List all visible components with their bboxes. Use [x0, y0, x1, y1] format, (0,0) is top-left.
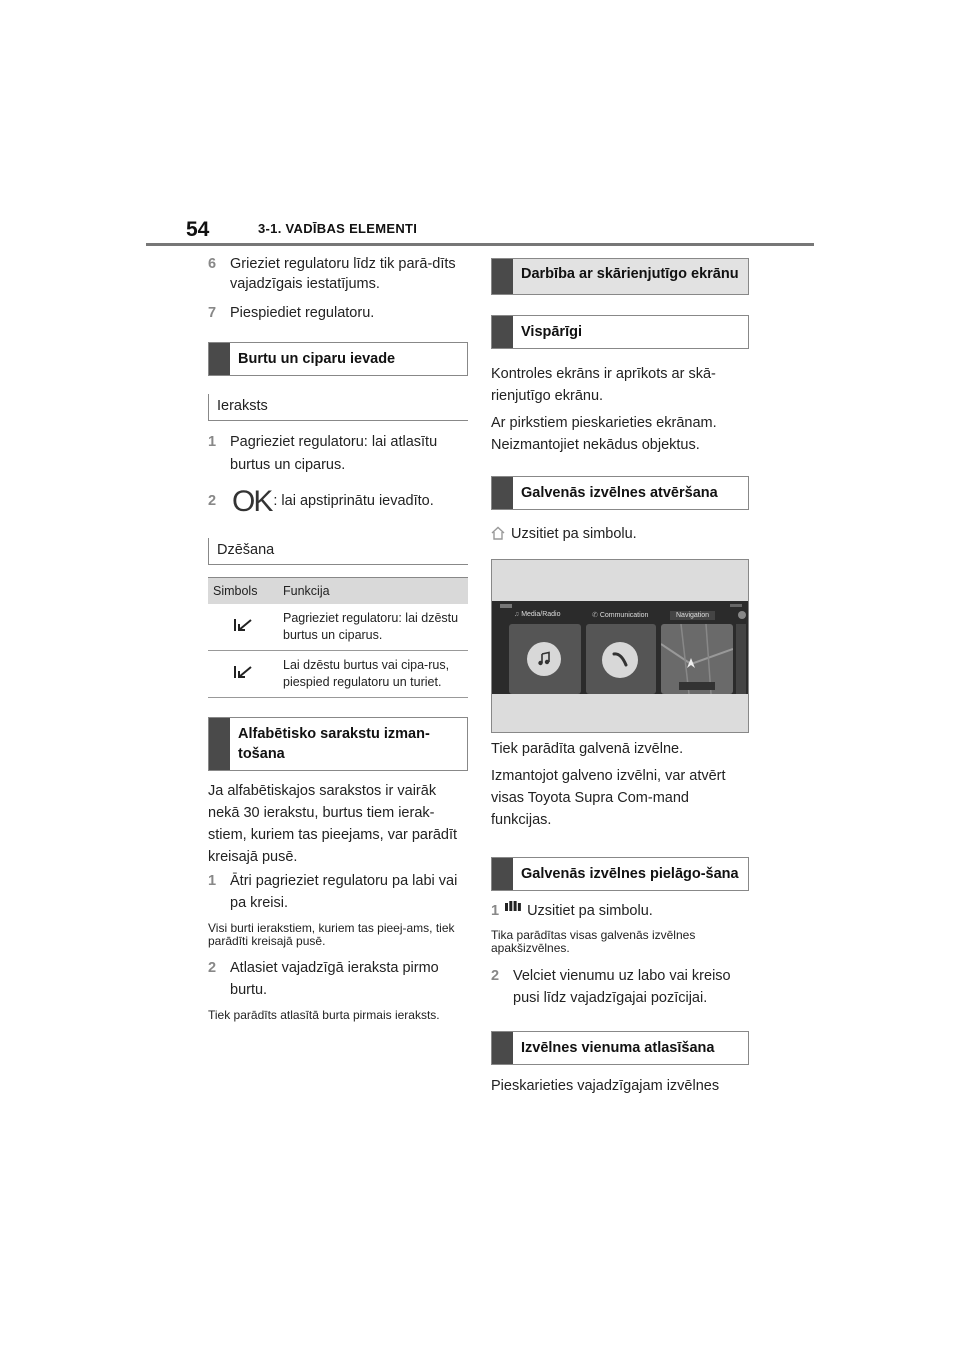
heading-bar	[209, 718, 230, 770]
table-cell-symbol	[208, 651, 278, 698]
delete-arrow-icon	[233, 664, 253, 680]
status-indicator	[500, 604, 512, 608]
step-number: 2	[491, 968, 500, 984]
customize-step-1	[491, 901, 749, 921]
step-7	[208, 303, 468, 323]
heading-touch	[491, 258, 749, 295]
table-header-function: Funkcija	[278, 578, 468, 605]
step-text: Uzsitiet pa simbolu.	[527, 903, 653, 919]
page-number: 54	[186, 218, 210, 241]
step-text: Piespiediet regulatoru.	[230, 305, 375, 321]
heading-general	[491, 315, 749, 349]
step-number: 6	[208, 256, 217, 272]
table-row	[208, 604, 468, 651]
entry-step-1	[208, 431, 468, 477]
alpha-step-2	[208, 957, 468, 1001]
general-paragraph-2: Ar pirkstiem pieskarieties ekrānam. Neizmantojiet nekādus objektus.	[491, 415, 717, 453]
heading-select	[491, 1031, 749, 1065]
main-menu-screenshot	[491, 559, 749, 733]
step-number: 2	[208, 493, 217, 509]
heading-bar	[492, 259, 513, 294]
tab-navigation-label: Navigation	[670, 611, 715, 620]
customize-step-2	[491, 965, 749, 1009]
home-icon	[491, 526, 505, 540]
ok-icon: OK	[232, 485, 272, 518]
table-header-symbol: Simbols	[208, 578, 278, 605]
phone-icon	[602, 642, 638, 678]
alpha-paragraph: Ja alfabētiskajos sarakstos ir vairāk nekā 30 ierakstu, burtus tiem ierak-stiem, kuriem tas pieejams, var parādīt kreisajā pusē.	[208, 783, 458, 865]
subheading-delete: Dzēšana	[208, 538, 468, 564]
step-text: Velciet vienumu uz labo vai kreiso pusi līdz vajadzīgajai pozīcijai.	[513, 968, 731, 1006]
map-preview	[661, 624, 733, 694]
tile-media	[509, 624, 581, 694]
table-row	[208, 651, 468, 698]
alpha-note-2: Tiek parādīts atlasītā burta pirmais ieraksts.	[208, 1008, 440, 1022]
step-text: Ātri pagrieziet regulatoru pa labi vai pa kreisi.	[230, 873, 458, 911]
tab-communication-label: ✆ Communication	[592, 612, 649, 619]
heading-bar	[492, 858, 513, 890]
heading-bar	[492, 477, 513, 509]
header-rule	[146, 243, 814, 246]
after-screen-paragraph-1: Tiek parādīta galvenā izvēlne.	[491, 741, 684, 757]
tile-navigation	[661, 624, 733, 694]
step-number: 7	[208, 305, 217, 321]
menu-customize-icon	[505, 901, 521, 911]
step-number: 1	[208, 873, 217, 889]
select-paragraph: Pieskarieties vajadzīgajam izvēlnes	[491, 1078, 720, 1094]
right-column	[491, 250, 749, 1097]
tile-communication	[586, 624, 656, 694]
heading-bar	[209, 343, 230, 375]
heading-text: Vispārīgi	[521, 324, 582, 340]
heading-text: Burtu un ciparu ievade	[238, 351, 396, 367]
heading-text: Galvenās izvēlnes pielāgo-šana	[521, 866, 739, 882]
heading-alpha	[208, 717, 468, 771]
general-paragraph-1: Kontroles ekrāns ir aprīkots ar skā-rienjutīgo ekrānu.	[491, 366, 716, 404]
step-text: Pagrieziet regulatoru: lai atlasītu burtus un ciparus.	[230, 434, 438, 473]
entry-step-2	[208, 485, 468, 518]
subheading-rule	[208, 420, 468, 421]
heading-customize	[491, 857, 749, 891]
table-cell-symbol	[208, 604, 278, 651]
open-instruction	[491, 523, 749, 545]
step-text: Grieziet regulatoru līdz tik parā-dīts vajadzīgais iestatījums.	[230, 256, 456, 292]
table-cell-function: Pagrieziet regulatoru: lai dzēstu burtus un ciparus.	[278, 604, 468, 651]
next-tile-edge	[736, 624, 746, 694]
step-number: 1	[491, 903, 500, 919]
heading-bar	[492, 316, 513, 348]
chapter-title: 3-1. VADĪBAS ELEMENTI	[258, 221, 418, 236]
tab-media-label: ♫ Media/Radio	[514, 611, 561, 618]
step-number: 2	[208, 960, 217, 976]
heading-text: Darbība ar skārienjutīgo ekrānu	[521, 266, 739, 282]
customize-note: Tika parādītas visas galvenās izvēlnes apakšizvēlnes.	[491, 928, 696, 955]
subheading-rule	[208, 564, 468, 565]
open-text: Uzsitiet pa simbolu.	[511, 526, 637, 542]
heading-text: Alfabētisko sarakstu izman-tošana	[238, 726, 430, 762]
step-6	[208, 254, 468, 294]
table-header-row	[208, 578, 468, 605]
settings-dot	[738, 611, 746, 619]
function-table	[208, 577, 468, 698]
status-indicator	[730, 604, 742, 607]
heading-bar	[492, 1032, 513, 1064]
after-screen-paragraph-2: Izmantojot galveno izvēlni, var atvērt visas Toyota Supra Com-mand funkcijas.	[491, 768, 726, 828]
step-text: : lai apstiprinātu ievadīto.	[273, 493, 434, 509]
alpha-note-1: Visi burti ierakstiem, kuriem tas pieej-ams, tiek parādīti kreisajā pusē.	[208, 921, 455, 948]
table-cell-function: Lai dzēstu burtus vai cipa-rus, piespied regulatoru un turiet.	[278, 651, 468, 698]
left-column	[208, 250, 468, 1022]
heading-open-menu	[491, 476, 749, 510]
subheading-entry: Ieraksts	[208, 394, 468, 420]
alpha-step-1	[208, 870, 468, 914]
heading-text: Izvēlnes vienuma atlasīšana	[521, 1040, 715, 1056]
delete-arrow-icon	[233, 617, 253, 633]
music-icon	[527, 642, 561, 676]
heading-text: Galvenās izvēlnes atvēršana	[521, 485, 718, 501]
step-number: 1	[208, 434, 217, 450]
step-text: Atlasiet vajadzīgā ieraksta pirmo burtu.	[230, 960, 439, 998]
heading-input	[208, 342, 468, 376]
